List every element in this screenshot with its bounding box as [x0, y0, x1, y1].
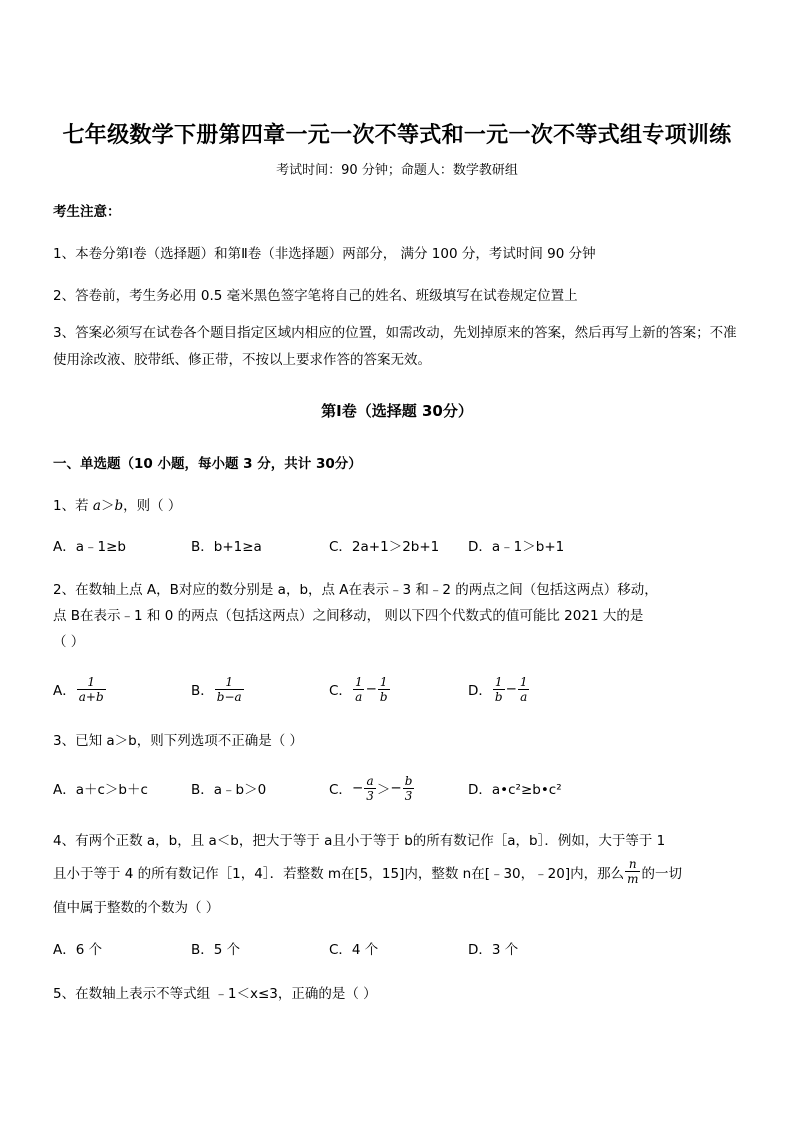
fraction: $\frac{1}{a+b}$: [78, 674, 104, 704]
question-3-option-c[interactable]: C． − $\frac{a}{3}$ ＞ − $\frac{b}{3}$: [329, 773, 413, 803]
fraction: $\frac{1}{a}$: [354, 674, 363, 704]
question-2-option-d[interactable]: D． $\frac{1}{b}$ − $\frac{1}{a}$: [468, 674, 528, 704]
question-1-option-a[interactable]: A．a﹣1≥b: [53, 539, 126, 555]
question-2-line-1: 2、在数轴上点 A，B对应的数分别是 a，b，点 A在表示﹣3 和﹣2 的两点之间（包括这两点）移动，: [53, 582, 658, 598]
fraction: $\frac{1}{b}$: [494, 674, 503, 704]
question-1-option-b[interactable]: B．b+1≥a: [191, 539, 262, 555]
notice-item-1: 1、本卷分第Ⅰ卷（选择题）和第Ⅱ卷（非选择题）两部分， 满分 100 分，考试时间 90 分钟: [53, 246, 596, 262]
question-1-stem: 1、若 a＞b，则（ ）: [53, 498, 182, 514]
part-heading: 一、单选题（10 小题，每小题 3 分，共计 30分）: [53, 456, 362, 472]
notice-item-2: 2、答卷前，考生务必用 0.5 毫米黑色签字笔将自己的姓名、班级填写在试卷规定位置上: [53, 288, 578, 304]
fraction: $\frac{1}{b}$: [379, 674, 388, 704]
fraction: $\frac{b}{3}$: [404, 773, 413, 803]
question-2-option-b[interactable]: B． $\frac{1}{b-a}$: [191, 674, 242, 704]
question-2-line-2: 点 B在表示﹣1 和 0 的两点（包括这两点）之间移动， 则以下四个代数式的值可能比 2021 大的是: [53, 608, 644, 624]
question-4-line-2: 且小于等于 4 的所有数记作［1，4］．若整数 m在[5，15]内，整数 n在[﹣30，﹣20]内，那么 $\frac{n}{m}$ 的一切: [53, 857, 682, 886]
notice-item-3: 3、答案必须写在试卷各个题目指定区域内相应的位置，如需改动，先划掉原来的答案，然后再写上新的答案；不准使用涂改液、胶带纸、修正带，不按以上要求作答的答案无效。: [53, 325, 737, 368]
notice-heading: 考生注意：: [53, 204, 121, 220]
question-2-line-3: （ ）: [53, 634, 85, 650]
question-4-option-b[interactable]: B．5 个: [191, 942, 241, 958]
fraction: $\frac{n}{m}$: [627, 857, 639, 886]
question-1-option-c[interactable]: C．2a+1＞2b+1: [329, 539, 440, 555]
fraction: $\frac{a}{3}$: [366, 773, 374, 803]
question-2-option-c[interactable]: C． $\frac{1}{a}$ − $\frac{1}{b}$: [329, 674, 388, 704]
exam-info: 考试时间：90 分钟；命题人：数学教研组: [276, 163, 518, 178]
question-4-line-3: 值中属于整数的个数为（ ）: [53, 900, 220, 916]
question-3-option-a[interactable]: A．a＋c＞b＋c: [53, 782, 148, 798]
question-5-stem: 5、在数轴上表示不等式组 ﹣1＜x≤3，正确的是（ ）: [53, 986, 377, 1002]
section-title: 第Ⅰ卷（选择题 30分）: [321, 402, 473, 420]
question-3-option-b[interactable]: B．a﹣b＞0: [191, 782, 267, 798]
question-3-option-d[interactable]: D．a•c²≥b•c²: [468, 782, 562, 798]
question-4-option-d[interactable]: D．3 个: [468, 942, 519, 958]
fraction: $\frac{1}{b-a}$: [216, 674, 242, 704]
question-4-option-c[interactable]: C．4 个: [329, 942, 379, 958]
question-2-option-a[interactable]: A． $\frac{1}{a+b}$: [53, 674, 104, 704]
question-4-option-a[interactable]: A．6 个: [53, 942, 103, 958]
fraction: $\frac{1}{a}$: [519, 674, 528, 704]
question-3-stem: 3、已知 a＞b，则下列选项不正确是（ ）: [53, 733, 304, 749]
page-title: 七年级数学下册第四章一元一次不等式和一元一次不等式组专项训练: [62, 122, 732, 148]
question-1-option-d[interactable]: D．a﹣1＞b+1: [468, 539, 565, 555]
question-4-line-1: 4、有两个正数 a，b，且 a＜b，把大于等于 a且小于等于 b的所有数记作［a，b］．例如，大于等于 1: [53, 833, 666, 849]
